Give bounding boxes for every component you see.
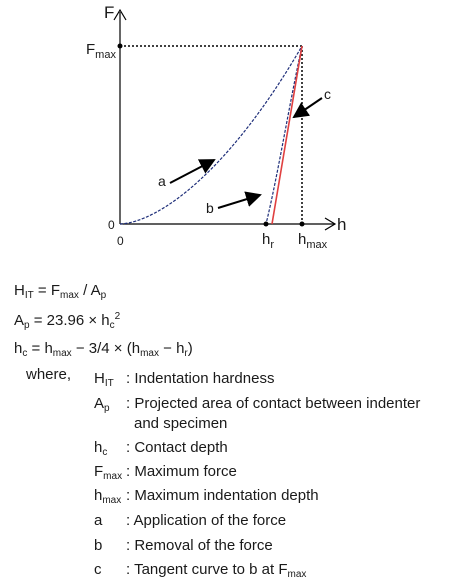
unloading-curve-b xyxy=(266,46,302,224)
definition-text: : Tangent curve to b at $F_{max}$ xyxy=(126,561,307,580)
hr-label: $h_r$ xyxy=(262,231,275,251)
definition-symbol: c xyxy=(94,561,102,578)
hr-point xyxy=(264,222,269,227)
axis-y-label: F xyxy=(104,3,115,22)
definition-text: : Projected area of contact between indenter xyxy=(126,395,421,412)
definition-text: : Maximum indentation depth xyxy=(126,487,319,504)
force-depth-diagram xyxy=(0,0,460,265)
definition-text: : Maximum force xyxy=(126,463,237,480)
fmax-point xyxy=(118,44,123,49)
formula-area: $A_p = 23.96 \times h_c^2$ xyxy=(14,311,121,331)
definition-symbol: $h_c$ xyxy=(94,439,108,458)
arrow-a xyxy=(170,160,214,183)
label-a: a xyxy=(158,173,166,189)
label-b: b xyxy=(206,200,214,216)
definition-text: : Indentation hardness xyxy=(126,370,275,387)
definition-symbol: $H_{IT}$ xyxy=(94,370,114,389)
axis-x-label: h xyxy=(337,215,347,234)
definition-symbol: $F_{max}$ xyxy=(94,463,123,482)
definition-symbol: $h_{max}$ xyxy=(94,487,122,506)
definition-symbol: $A_p$ xyxy=(94,395,110,414)
formula-contact-depth: $h_c = h_{max} - 3/4 \times (h_{max} - h_r)$ xyxy=(14,340,193,359)
definition-text: : Contact depth xyxy=(126,439,228,456)
definition-text: : Removal of the force xyxy=(126,537,273,554)
loading-curve-a xyxy=(120,46,302,224)
y-zero-label: 0 xyxy=(108,218,115,232)
definition-symbol: b xyxy=(94,537,103,554)
definition-text-continued: and specimen xyxy=(134,415,228,432)
formula-hardness: $H_{IT} = F_{max} / A_p$ xyxy=(14,282,107,301)
hmax-point xyxy=(300,222,305,227)
x-zero-label: 0 xyxy=(117,234,124,248)
where-label: where, xyxy=(26,366,72,383)
definition-symbol: a xyxy=(94,512,103,529)
label-c: c xyxy=(324,86,331,102)
definition-text: : Application of the force xyxy=(126,512,287,529)
tangent-line-c xyxy=(272,46,302,224)
arrow-c xyxy=(294,98,322,117)
arrow-b xyxy=(218,195,260,208)
hmax-label: $h_{max}$ xyxy=(298,231,328,251)
fmax-label: $F_{max}$ xyxy=(86,41,116,61)
